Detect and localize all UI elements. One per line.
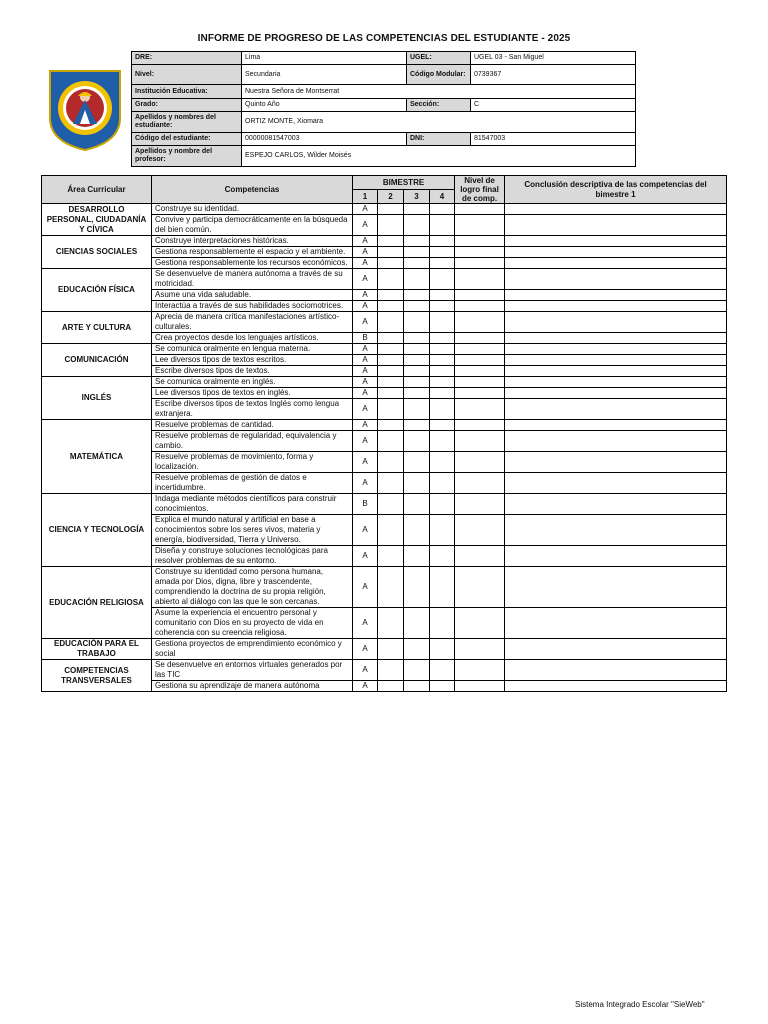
conclusion-cell [505,366,727,377]
conclusion-cell [505,473,727,494]
area-name: COMPETENCIAS TRANSVERSALES [42,660,152,692]
grade-bimestre-1: A [353,312,378,333]
grade-bimestre-3 [404,452,430,473]
grade-bimestre-4 [430,660,455,681]
competencia-text: Gestiona su aprendizaje de manera autónoma [152,681,353,692]
competencia-text: Construye su identidad. [152,204,353,215]
area-name: DESARROLLO PERSONAL, CIUDADANÍA Y CÍVICA [42,204,152,236]
conclusion-cell [505,431,727,452]
grade-bimestre-1: B [353,333,378,344]
conclusion-cell [505,258,727,269]
estudiante-value: ORTIZ MONTE, Xiomara [242,112,636,133]
grade-bimestre-1: A [353,344,378,355]
area-name: COMUNICACIÓN [42,344,152,377]
seccion-value: C [471,99,636,112]
logro-final-cell [455,258,505,269]
grade-bimestre-2 [378,546,404,567]
grade-bimestre-1: A [353,290,378,301]
conclusion-cell [505,269,727,290]
grade-bimestre-3 [404,515,430,546]
grade-bimestre-4 [430,366,455,377]
logro-final-cell [455,377,505,388]
grade-bimestre-1: A [353,247,378,258]
logro-final-cell [455,639,505,660]
report-title: INFORME DE PROGRESO DE LAS COMPETENCIAS DEL ESTUDIANTE - 2025 [197,33,571,44]
table-row [42,344,727,355]
grade-bimestre-2 [378,355,404,366]
logro-final-cell [455,344,505,355]
logro-final-cell [455,301,505,312]
grade-bimestre-3 [404,546,430,567]
grade-bimestre-1: A [353,431,378,452]
grade-bimestre-3 [404,660,430,681]
competencia-text: Lee diversos tipos de textos escritos. [152,355,353,366]
grade-bimestre-1: A [353,388,378,399]
grade-bimestre-4 [430,301,455,312]
grade-bimestre-4 [430,452,455,473]
table-row [42,312,727,333]
nivel-label: Nivel: [132,65,242,85]
logro-final-cell [455,269,505,290]
competencia-text: Interactúa a través de sus habilidades sociomotrices. [152,301,353,312]
grade-bimestre-4 [430,377,455,388]
grade-bimestre-1: B [353,494,378,515]
competencia-text: Resuelve problemas de cantidad. [152,420,353,431]
logro-final-cell [455,388,505,399]
seccion-label: Sección: [407,99,471,112]
grade-bimestre-3 [404,431,430,452]
grade-bimestre-2 [378,247,404,258]
grade-bimestre-1: A [353,366,378,377]
conclusion-cell [505,494,727,515]
grade-bimestre-4 [430,420,455,431]
grade-bimestre-1: A [353,301,378,312]
conclusion-cell [505,420,727,431]
grade-bimestre-4 [430,546,455,567]
header-conclusion: Conclusión descriptiva de las competencias del bimestre 1 [505,176,727,204]
competencia-text: Gestiona responsablemente los recursos económicos. [152,258,353,269]
logro-final-cell [455,660,505,681]
conclusion-cell [505,639,727,660]
conclusion-cell [505,452,727,473]
header-bimestre: BIMESTRE [353,176,455,190]
logro-final-cell [455,204,505,215]
grade-bimestre-1: A [353,236,378,247]
grade-bimestre-2 [378,258,404,269]
dni-label: DNI: [407,133,471,146]
header-bimestre-4: 4 [430,190,455,204]
competencia-text: Diseña y construye soluciones tecnológicas para resolver problemas de su entorno. [152,546,353,567]
grade-bimestre-3 [404,608,430,639]
competencia-text: Asume una vida saludable. [152,290,353,301]
grade-bimestre-4 [430,567,455,608]
competencia-text: Explica el mundo natural y artificial en base a conocimientos sobre los seres vivos, materia y energía, biodiversidad, Tierra y Universo. [152,515,353,546]
header-bimestre-3: 3 [404,190,430,204]
grade-bimestre-3 [404,215,430,236]
competencia-text: Gestiona responsablemente el espacio y el ambiente. [152,247,353,258]
grade-bimestre-3 [404,681,430,692]
logro-final-cell [455,431,505,452]
competencia-text: Se comunica oralmente en inglés. [152,377,353,388]
grade-bimestre-2 [378,377,404,388]
table-row [42,639,727,660]
grade-bimestre-3 [404,399,430,420]
grado-label: Grado: [132,99,242,112]
grade-bimestre-2 [378,452,404,473]
grade-bimestre-3 [404,494,430,515]
header-logro: Nivel de logro final de comp. [455,176,505,204]
area-name: ARTE Y CULTURA [42,312,152,344]
logro-final-cell [455,399,505,420]
grade-bimestre-3 [404,258,430,269]
grade-bimestre-2 [378,660,404,681]
table-row [42,236,727,247]
competencia-text: Resuelve problemas de regularidad, equivalencia y cambio. [152,431,353,452]
grade-bimestre-3 [404,236,430,247]
grade-bimestre-2 [378,236,404,247]
competencia-text: Escribe diversos tipos de textos Inglés como lengua extranjera. [152,399,353,420]
grade-bimestre-2 [378,312,404,333]
conclusion-cell [505,236,727,247]
grade-bimestre-1: A [353,473,378,494]
logro-final-cell [455,215,505,236]
logro-final-cell [455,247,505,258]
logro-final-cell [455,494,505,515]
competencia-text: Convive y participa democráticamente en la búsqueda del bien común. [152,215,353,236]
header-area: Área Curricular [42,176,152,204]
grade-bimestre-4 [430,399,455,420]
competencia-text: Crea proyectos desde los lenguajes artísticos. [152,333,353,344]
grade-bimestre-4 [430,608,455,639]
grade-bimestre-2 [378,431,404,452]
area-name: CIENCIA Y TECNOLOGÍA [42,494,152,567]
grade-bimestre-1: A [353,215,378,236]
logro-final-cell [455,366,505,377]
logro-final-cell [455,608,505,639]
conclusion-cell [505,355,727,366]
grade-bimestre-3 [404,247,430,258]
grade-bimestre-4 [430,290,455,301]
competencia-text: Construye interpretaciones históricas. [152,236,353,247]
grade-bimestre-4 [430,258,455,269]
dre-value: Lima [242,52,407,65]
grade-bimestre-4 [430,236,455,247]
conclusion-cell [505,377,727,388]
competencia-text: Indaga mediante métodos científicos para construir conocimientos. [152,494,353,515]
conclusion-cell [505,567,727,608]
profesor-label: Apellidos y nombre del profesor: [132,146,242,167]
grade-bimestre-2 [378,301,404,312]
grade-bimestre-4 [430,473,455,494]
grade-bimestre-3 [404,269,430,290]
grade-bimestre-1: A [353,355,378,366]
conclusion-cell [505,204,727,215]
conclusion-cell [505,660,727,681]
grade-bimestre-4 [430,344,455,355]
conclusion-cell [505,312,727,333]
conclusion-cell [505,215,727,236]
institucion-value: Nuestra Señora de Montserrat [242,85,636,99]
conclusion-cell [505,515,727,546]
logro-final-cell [455,333,505,344]
codigo-estudiante-value: 00000081547003 [242,133,407,146]
table-row [42,420,727,431]
grade-bimestre-1: A [353,639,378,660]
conclusion-cell [505,290,727,301]
grade-bimestre-4 [430,388,455,399]
dni-value: 81547003 [471,133,636,146]
codigo-estudiante-label: Código del estudiante: [132,133,242,146]
grade-bimestre-2 [378,269,404,290]
competencia-text: Gestiona proyectos de emprendimiento económico y social [152,639,353,660]
grade-bimestre-2 [378,494,404,515]
grade-bimestre-1: A [353,420,378,431]
competencia-text: Asume la experiencia el encuentro personal y comunitario con Dios en su proyecto de vida en coherencia con su creencia religiosa. [152,608,353,639]
competencias-table [41,175,727,692]
logro-final-cell [455,236,505,247]
grade-bimestre-3 [404,388,430,399]
area-name: INGLÉS [42,377,152,420]
grade-bimestre-2 [378,399,404,420]
grade-bimestre-1: A [353,608,378,639]
logro-final-cell [455,355,505,366]
grade-bimestre-2 [378,515,404,546]
grade-bimestre-1: A [353,681,378,692]
grade-bimestre-1: A [353,660,378,681]
logro-final-cell [455,473,505,494]
grade-bimestre-1: A [353,399,378,420]
grade-bimestre-1: A [353,269,378,290]
competencia-text: Lee diversos tipos de textos en inglés. [152,388,353,399]
grade-bimestre-2 [378,366,404,377]
area-name: MATEMÁTICA [42,420,152,494]
table-row [42,494,727,515]
grade-bimestre-4 [430,494,455,515]
grade-bimestre-3 [404,567,430,608]
codigo-modular-label: Código Modular: [407,65,471,85]
grade-bimestre-2 [378,473,404,494]
header-bimestre-2: 2 [378,190,404,204]
logro-final-cell [455,452,505,473]
grade-bimestre-1: A [353,546,378,567]
logro-final-cell [455,420,505,431]
grade-bimestre-2 [378,333,404,344]
competencia-text: Aprecia de manera crítica manifestaciones artístico-culturales. [152,312,353,333]
codigo-modular-value: 0739367 [471,65,636,85]
grade-bimestre-3 [404,366,430,377]
nivel-value: Secundaria [242,65,407,85]
grade-bimestre-2 [378,290,404,301]
grade-bimestre-3 [404,473,430,494]
conclusion-cell [505,333,727,344]
grade-bimestre-4 [430,269,455,290]
grade-bimestre-3 [404,344,430,355]
conclusion-cell [505,546,727,567]
grade-bimestre-3 [404,639,430,660]
grade-bimestre-4 [430,639,455,660]
logro-final-cell [455,290,505,301]
logro-final-cell [455,515,505,546]
grade-bimestre-2 [378,420,404,431]
area-name: EDUCACIÓN PARA EL TRABAJO [42,639,152,660]
conclusion-cell [505,301,727,312]
table-row [42,567,727,608]
competencia-text: Escribe diversos tipos de textos. [152,366,353,377]
dre-label: DRE: [132,52,242,65]
header-bimestre-1: 1 [353,190,378,204]
table-row [42,269,727,290]
grade-bimestre-2 [378,215,404,236]
conclusion-cell [505,681,727,692]
grade-bimestre-4 [430,515,455,546]
grade-bimestre-3 [404,333,430,344]
competencia-text: Construye su identidad como persona humana, amada por Dios, digna, libre y trascendente, comprendiendo la doctrina de su propia religión, abierto al diálogo con las que le son cercanas. [152,567,353,608]
grade-bimestre-4 [430,333,455,344]
conclusion-cell [505,247,727,258]
grade-bimestre-2 [378,388,404,399]
competencia-text: Resuelve problemas de gestión de datos e incertidumbre. [152,473,353,494]
ugel-value: UGEL 03 - San Miguel [471,52,636,65]
grade-bimestre-2 [378,567,404,608]
logro-final-cell [455,546,505,567]
area-name: CIENCIAS SOCIALES [42,236,152,269]
table-row [42,660,727,681]
grade-bimestre-1: A [353,452,378,473]
grade-bimestre-2 [378,608,404,639]
grade-bimestre-4 [430,431,455,452]
grade-bimestre-1: A [353,258,378,269]
header-competencias: Competencias [152,176,353,204]
grade-bimestre-4 [430,247,455,258]
institucion-label: Institución Educativa: [132,85,242,99]
grade-bimestre-2 [378,344,404,355]
footer-system: Sistema Integrado Escolar "SieWeb" [575,1000,705,1009]
conclusion-cell [505,344,727,355]
conclusion-cell [505,608,727,639]
grade-bimestre-3 [404,420,430,431]
competencia-text: Se comunica oralmente en lengua materna. [152,344,353,355]
area-name: EDUCACIÓN FÍSICA [42,269,152,312]
logro-final-cell [455,681,505,692]
table-row [42,204,727,215]
logro-final-cell [455,567,505,608]
grade-bimestre-4 [430,204,455,215]
profesor-value: ESPEJO CARLOS, Wilder Moisés [242,146,636,167]
competencia-text: Resuelve problemas de movimiento, forma y localización. [152,452,353,473]
grade-bimestre-4 [430,355,455,366]
student-info-table [131,51,636,167]
school-crest-icon [47,68,123,152]
grade-bimestre-3 [404,377,430,388]
competencia-text: Se desenvuelve en entornos virtuales generados por las TIC [152,660,353,681]
grade-bimestre-1: A [353,377,378,388]
grade-bimestre-3 [404,312,430,333]
grade-bimestre-2 [378,681,404,692]
conclusion-cell [505,388,727,399]
ugel-label: UGEL: [407,52,471,65]
grade-bimestre-2 [378,204,404,215]
grade-bimestre-1: A [353,515,378,546]
grade-bimestre-4 [430,681,455,692]
area-name: EDUCACIÓN RELIGIOSA [42,567,152,639]
grade-bimestre-3 [404,204,430,215]
grade-bimestre-4 [430,312,455,333]
grade-bimestre-1: A [353,204,378,215]
competencia-text: Se desenvuelve de manera autónoma a través de su motricidad. [152,269,353,290]
grade-bimestre-3 [404,290,430,301]
table-row [42,377,727,388]
grade-bimestre-1: A [353,567,378,608]
grade-bimestre-3 [404,301,430,312]
logro-final-cell [455,312,505,333]
estudiante-label: Apellidos y nombres del estudiante: [132,112,242,133]
conclusion-cell [505,399,727,420]
grade-bimestre-3 [404,355,430,366]
grado-value: Quinto Año [242,99,407,112]
grade-bimestre-2 [378,639,404,660]
grade-bimestre-4 [430,215,455,236]
